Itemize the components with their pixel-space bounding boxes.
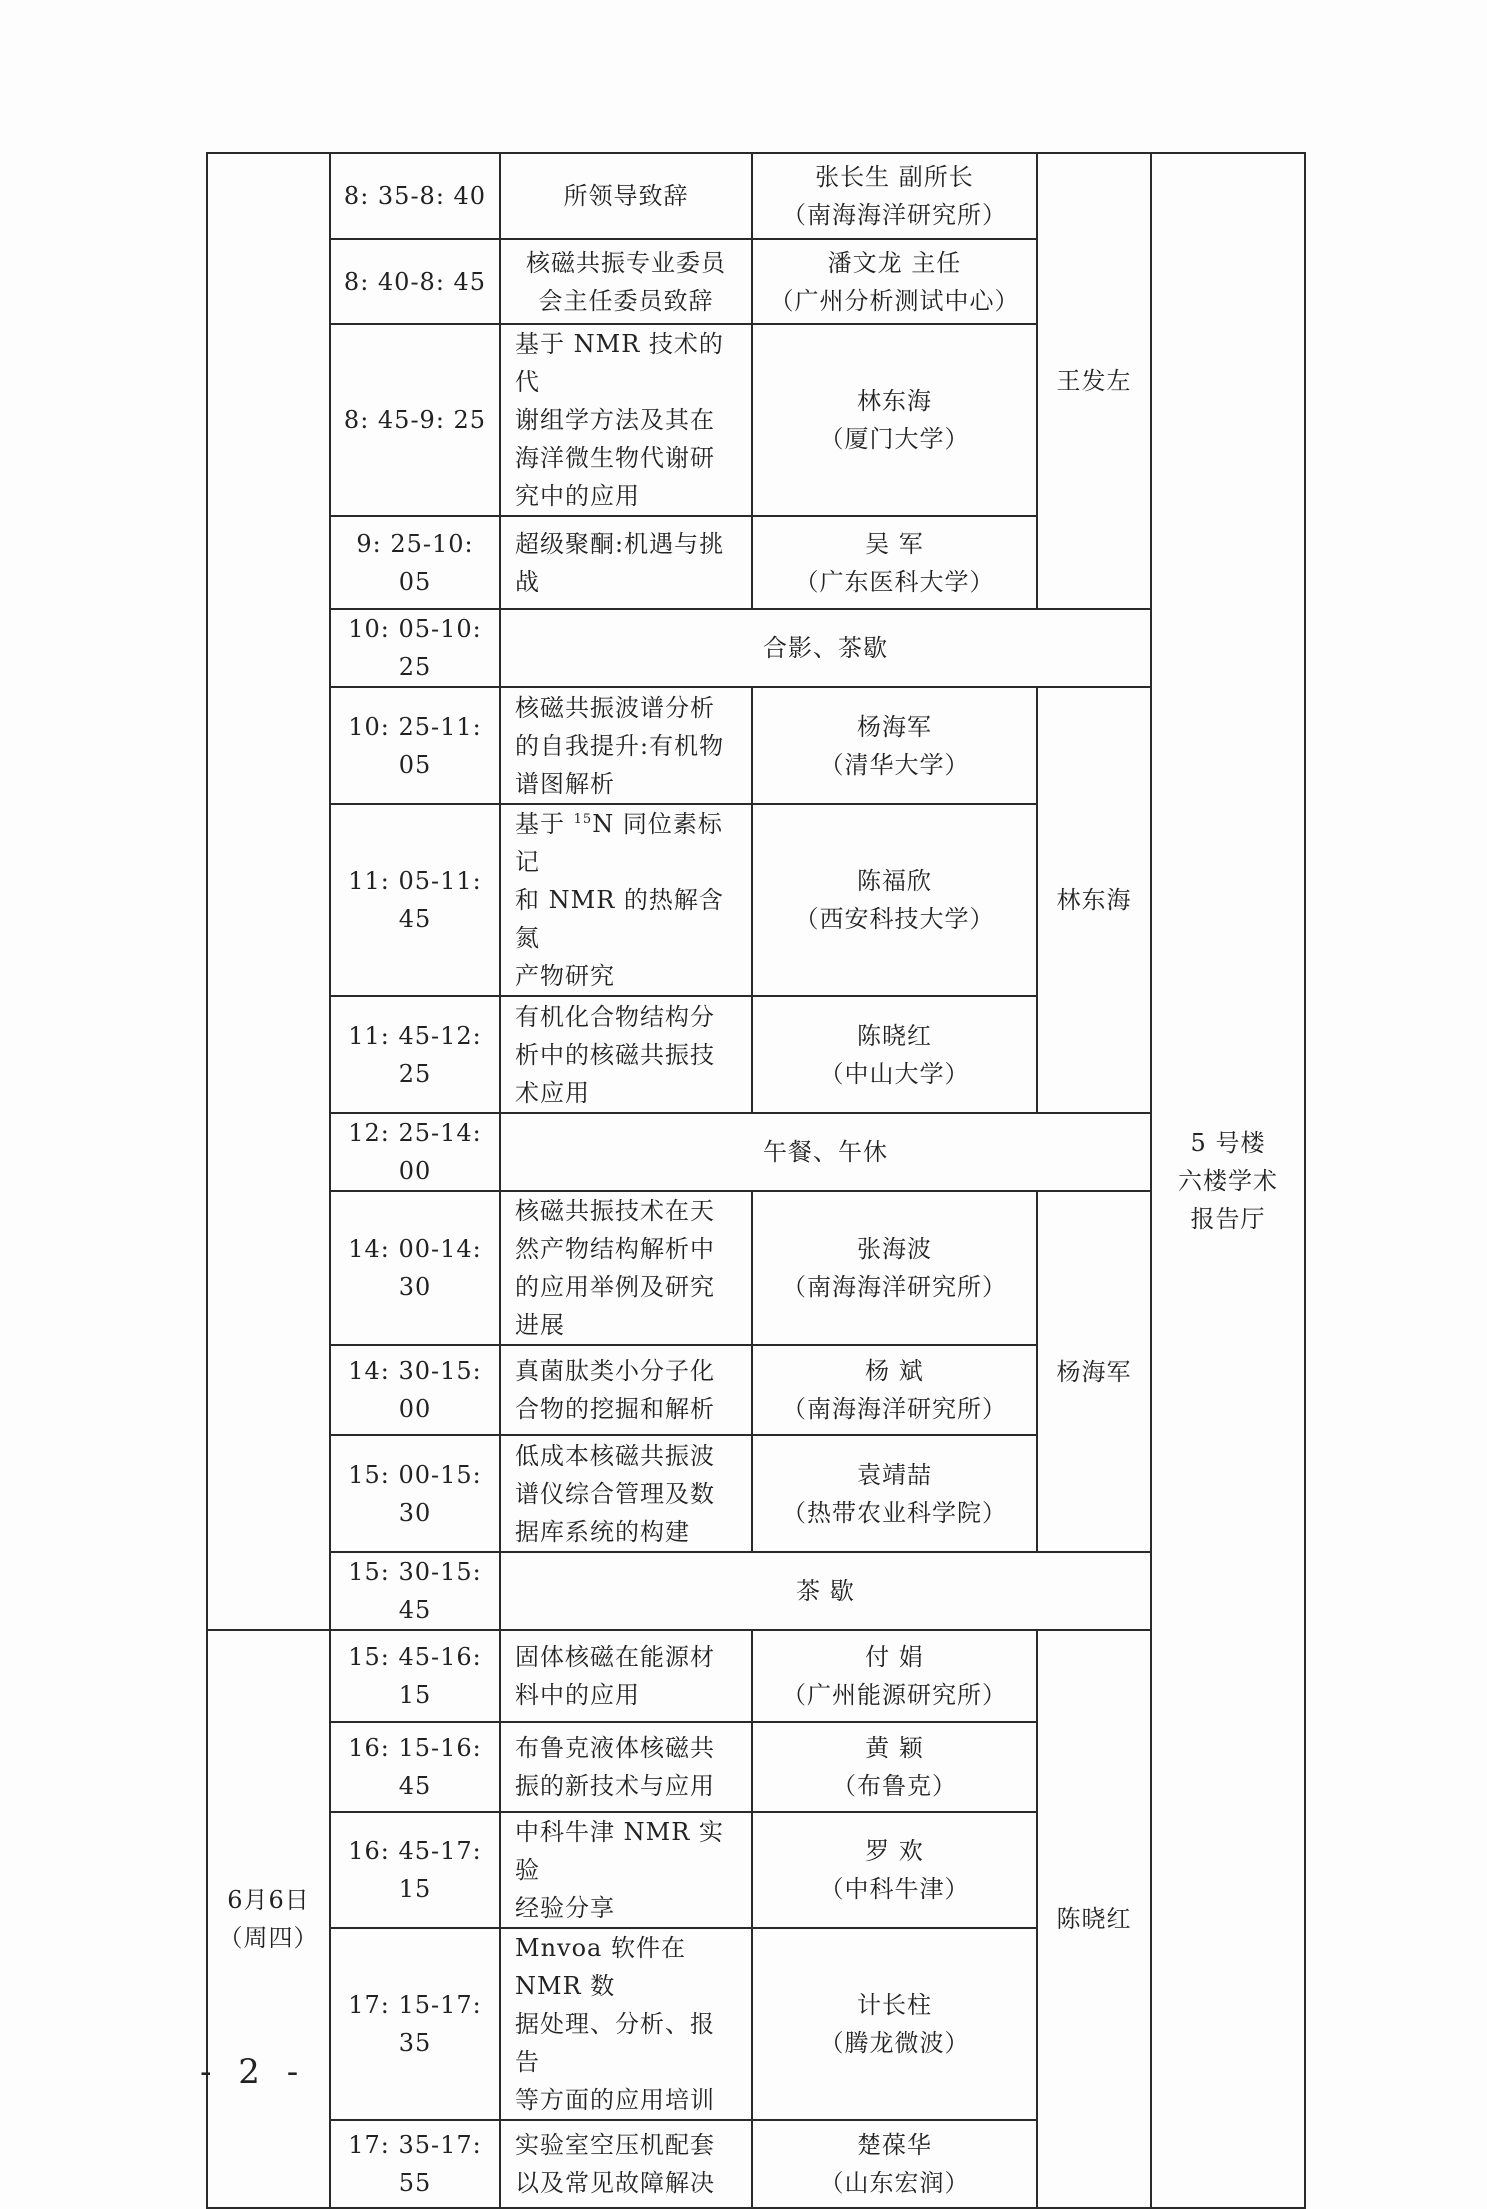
speaker-cell: 陈晓红 （中山大学） — [752, 996, 1037, 1113]
date-cell: 6月6日 （周四） — [207, 1630, 330, 2208]
time-cell: 8: 45-9: 25 — [330, 324, 500, 516]
time-cell: 10: 25-11: 05 — [330, 687, 500, 804]
topic-cell: 固体核磁在能源材 料中的应用 — [500, 1630, 752, 1722]
time-cell: 8: 40-8: 45 — [330, 239, 500, 324]
time-cell: 8: 35-8: 40 — [330, 153, 500, 239]
speaker-cell: 罗 欢 （中科牛津） — [752, 1812, 1037, 1928]
host-cell: 王发左 — [1037, 153, 1151, 609]
topic-cell: Mnvoa 软件在 NMR 数 据处理、分析、报告 等方面的应用培训 — [500, 1928, 752, 2120]
topic-cell: 超级聚酮:机遇与挑 战 — [500, 516, 752, 609]
speaker-cell: 吴 军 （广东医科大学） — [752, 516, 1037, 609]
table-row — [207, 1113, 1305, 1191]
host-cell: 杨海军 — [1037, 1191, 1151, 1552]
speaker-cell: 陈福欣 （西安科技大学） — [752, 804, 1037, 996]
time-cell: 17: 15-17: 35 — [330, 1928, 500, 2120]
table-row — [207, 1552, 1305, 1630]
host-cell: 陈晓红 — [1037, 1630, 1151, 2208]
break-cell: 合影、茶歇 — [500, 609, 1151, 687]
time-cell: 14: 00-14: 30 — [330, 1191, 500, 1345]
topic-cell: 中科牛津 NMR 实验 经验分享 — [500, 1812, 752, 1928]
time-cell: 15: 30-15: 45 — [330, 1552, 500, 1630]
speaker-cell: 林东海 （厦门大学） — [752, 324, 1037, 516]
table-row — [207, 687, 1305, 804]
topic-cell: 真菌肽类小分子化 合物的挖掘和解析 — [500, 1345, 752, 1435]
topic-cell: 核磁共振技术在天 然产物结构解析中 的应用举例及研究 进展 — [500, 1191, 752, 1345]
topic-cell: 布鲁克液体核磁共 振的新技术与应用 — [500, 1722, 752, 1812]
topic-cell: 基于 NMR 技术的代 谢组学方法及其在 海洋微生物代谢研 究中的应用 — [500, 324, 752, 516]
speaker-cell: 袁靖喆 （热带农业科学院） — [752, 1435, 1037, 1552]
speaker-cell: 杨 斌 （南海海洋研究所） — [752, 1345, 1037, 1435]
time-cell: 12: 25-14: 00 — [330, 1113, 500, 1191]
speaker-cell: 黄 颖 （布鲁克） — [752, 1722, 1037, 1812]
speaker-cell: 张长生 副所长 （南海海洋研究所） — [752, 153, 1037, 239]
time-cell: 15: 00-15: 30 — [330, 1435, 500, 1552]
page-number: - 2 - — [200, 2052, 307, 2092]
venue-cell: 5 号楼 六楼学术 报告厅 — [1151, 153, 1305, 2208]
speaker-cell: 计长柱 （腾龙微波） — [752, 1928, 1037, 2120]
break-cell: 午餐、午休 — [500, 1113, 1151, 1191]
speaker-cell: 潘文龙 主任 （广州分析测试中心） — [752, 239, 1037, 324]
time-cell: 16: 45-17: 15 — [330, 1812, 500, 1928]
time-cell: 10: 05-10: 25 — [330, 609, 500, 687]
topic-cell: 核磁共振专业委员 会主任委员致辞 — [500, 239, 752, 324]
topic-cell: 核磁共振波谱分析 的自我提升:有机物 谱图解析 — [500, 687, 752, 804]
table-row — [207, 153, 1305, 239]
time-cell: 16: 15-16: 45 — [330, 1722, 500, 1812]
table-row — [207, 1630, 1305, 1722]
topic-cell: 低成本核磁共振波 谱仪综合管理及数 据库系统的构建 — [500, 1435, 752, 1552]
time-cell: 15: 45-16: 15 — [330, 1630, 500, 1722]
topic-cell: 有机化合物结构分 析中的核磁共振技 术应用 — [500, 996, 752, 1113]
speaker-cell: 张海波 （南海海洋研究所） — [752, 1191, 1037, 1345]
speaker-cell: 杨海军 （清华大学） — [752, 687, 1037, 804]
host-cell: 林东海 — [1037, 687, 1151, 1113]
topic-cell: 所领导致辞 — [500, 153, 752, 239]
time-cell: 14: 30-15: 00 — [330, 1345, 500, 1435]
speaker-cell: 付 娟 （广州能源研究所） — [752, 1630, 1037, 1722]
date-cell-empty — [207, 153, 330, 1630]
time-cell: 17: 35-17: 55 — [330, 2120, 500, 2208]
time-cell: 9: 25-10: 05 — [330, 516, 500, 609]
schedule-table — [206, 152, 1306, 2209]
time-cell: 11: 45-12: 25 — [330, 996, 500, 1113]
speaker-cell: 楚葆华 （山东宏润） — [752, 2120, 1037, 2208]
time-cell: 11: 05-11: 45 — [330, 804, 500, 996]
topic-cell: 基于 $^{15}$N 同位素标记 和 NMR 的热解含氮 产物研究 — [500, 804, 752, 996]
break-cell: 茶 歇 — [500, 1552, 1151, 1630]
topic-cell: 实验室空压机配套 以及常见故障解决 — [500, 2120, 752, 2208]
table-row — [207, 1191, 1305, 1345]
table-row — [207, 609, 1305, 687]
